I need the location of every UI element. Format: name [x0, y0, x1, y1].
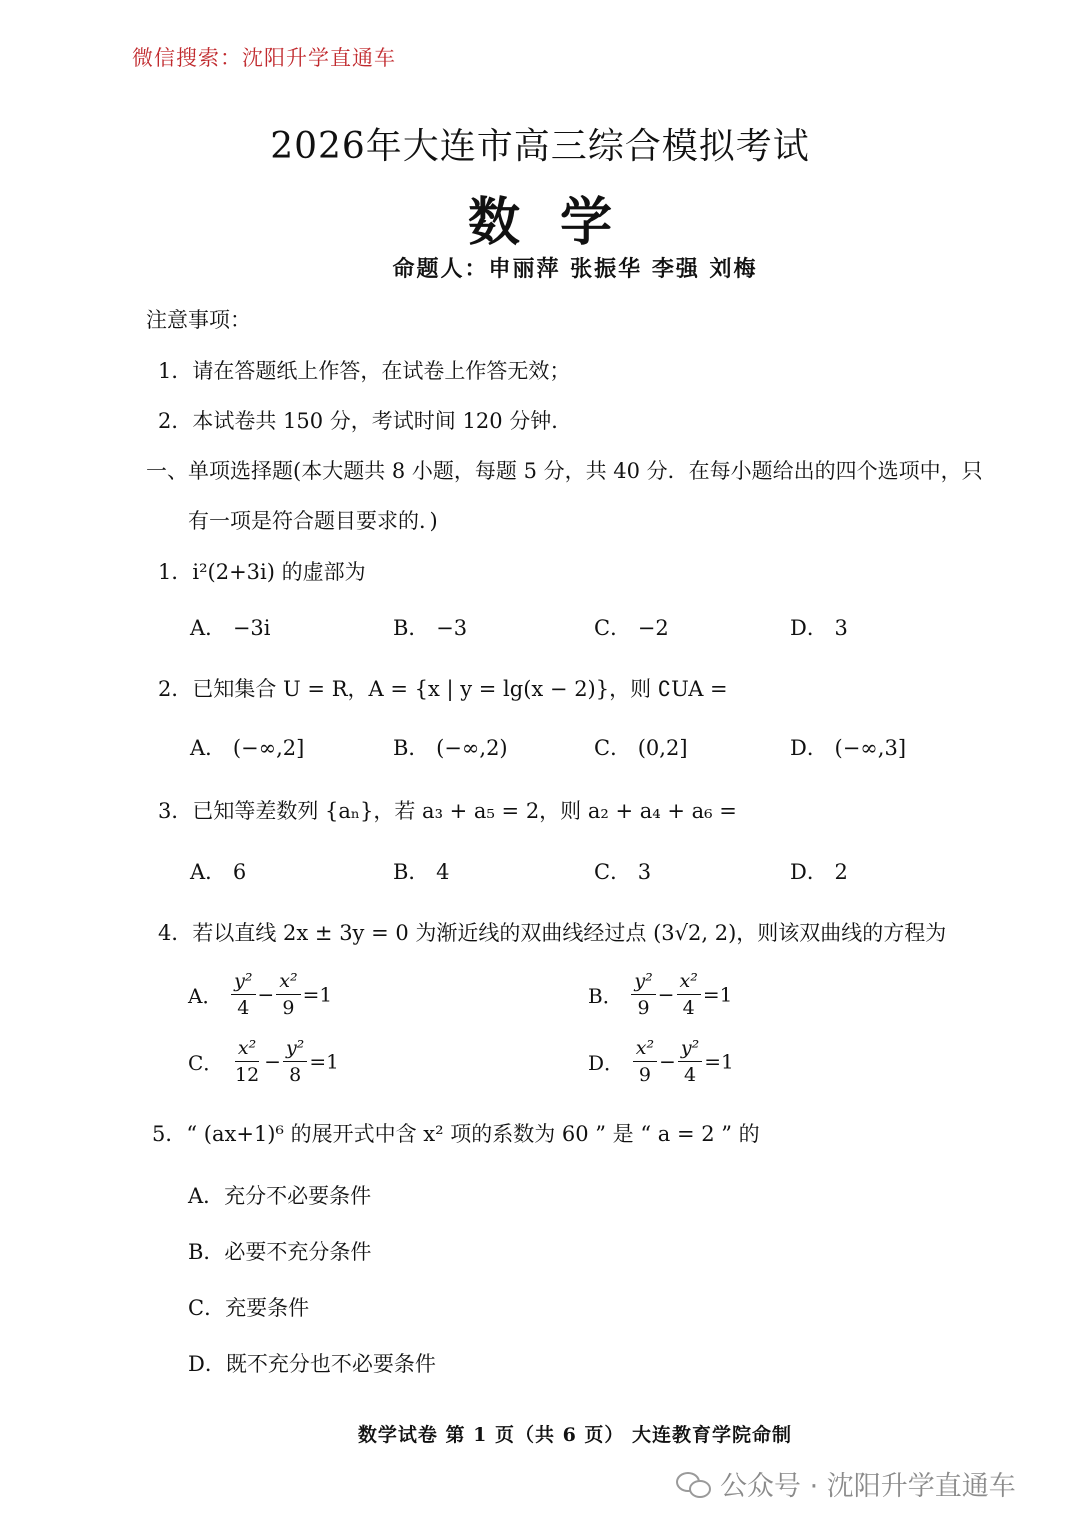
section-heading-cont: 有一项是符合题目要求的．) — [188, 509, 438, 533]
option-d: D． 2 — [790, 860, 848, 884]
option-b: B．必要不充分条件 — [188, 1240, 372, 1264]
question-number: 4． — [158, 921, 193, 945]
option-label: D． — [588, 1051, 625, 1075]
option-a: A． 6 — [190, 860, 247, 884]
authors: 命题人：申丽萍 张振华 李强 刘梅 — [392, 256, 758, 282]
option-a: A． −3i — [190, 616, 271, 640]
fraction: $\frac{\text{x²}}{4}$ — [677, 968, 701, 1021]
fraction: $\frac{\text{y²}}{4}$ — [678, 1035, 702, 1088]
question-stem: 已知集合 U = R，A = {x | y = lg(x − 2)}，则 ∁UA = — [192, 677, 728, 701]
fraction: $\frac{\text{y²}}{9}$ — [631, 968, 655, 1021]
question-1 — [158, 556, 366, 586]
option-b: B． $\frac{\text{y²}}{9}$ − $\frac{\text{x²}}{4}$ =1 — [588, 970, 733, 1019]
option-d: D． 3 — [790, 616, 848, 640]
notice-item: 2．本试卷共 150 分，考试时间 120 分钟． — [158, 409, 573, 433]
option-d: D．既不充分也不必要条件 — [188, 1352, 436, 1376]
page-footer: 数学试卷 第 1 页（共 6 页） 大连教育学院命制 — [357, 1424, 793, 1446]
section-heading: 一、单项选择题(本大题共 8 小题，每题 5 分，共 40 分．在每小题给出的四个选项中，只 — [146, 459, 983, 483]
question-number: 5． — [152, 1122, 187, 1146]
option-c: C．充要条件 — [188, 1296, 310, 1320]
option-b: B． −3 — [393, 616, 468, 640]
option-c: C． 3 — [594, 860, 652, 884]
option-d: D． (−∞,3] — [790, 736, 907, 760]
fraction: $\frac{\text{y²}}{8}$ — [283, 1035, 307, 1088]
question-number: 3． — [158, 799, 193, 823]
question-2 — [158, 673, 728, 703]
option-b: B． 4 — [393, 860, 450, 884]
option-b: B． (−∞,2) — [393, 736, 508, 760]
option-label: B． — [588, 984, 623, 1008]
fraction: $\frac{\text{y²}}{4}$ — [231, 968, 255, 1021]
wechat-watermark — [676, 1464, 1016, 1503]
wechat-label: 公众号 · 沈阳升学直通车 — [720, 1471, 1016, 1502]
notice-title: 注意事项： — [146, 308, 251, 332]
notice-item: 1．请在答题纸上作答，在试卷上作答无效； — [158, 359, 571, 383]
question-stem: 若以直线 2x ± 3y = 0 为渐近线的双曲线经过点 (3√2, 2)，则该双曲线的方程为 — [192, 921, 947, 945]
option-a: A． (−∞,2] — [190, 736, 305, 760]
option-a: A． $\frac{\text{y²}}{4}$ − $\frac{\text{x²}}{9}$ =1 — [188, 970, 333, 1019]
subject-title: 数学 — [467, 192, 652, 253]
fraction: $\frac{\text{x²}}{12}$ — [235, 1037, 260, 1086]
question-3 — [158, 795, 737, 825]
option-c: C． −2 — [594, 616, 669, 640]
exam-title: 2026年大连市高三综合模拟考试 — [270, 126, 810, 167]
question-number: 2． — [158, 677, 193, 701]
option-c: C． (0,2] — [594, 736, 688, 760]
question-stem: i²(2+3i) 的虚部为 — [192, 560, 366, 584]
watermark-top: 微信搜索：沈阳升学直通车 — [132, 46, 396, 70]
option-label: C． — [188, 1051, 224, 1075]
option-d: D． $\frac{\text{x²}}{9}$ − $\frac{\text{y²}}{4}$ =1 — [588, 1037, 734, 1086]
option-c: C． $\frac{\text{x²}}{12}$ − $\frac{\text{y²}}{8}$ =1 — [188, 1037, 339, 1086]
question-stem: 已知等差数列 {aₙ}，若 a₃ + a₅ = 2，则 a₂ + a₄ + a₆ = — [192, 799, 737, 823]
question-5 — [152, 1118, 760, 1148]
question-stem: “ (ax+1)⁶ 的展开式中含 x² 项的系数为 60 ” 是 “ a = 2 ” 的 — [186, 1122, 760, 1146]
wechat-icon — [676, 1470, 710, 1498]
question-number: 1． — [158, 560, 193, 584]
fraction: $\frac{\text{x²}}{9}$ — [276, 968, 300, 1021]
option-a: A．充分不必要条件 — [188, 1184, 372, 1208]
fraction: $\frac{\text{x²}}{9}$ — [633, 1035, 657, 1088]
option-label: A． — [188, 984, 223, 1008]
question-4 — [158, 917, 946, 947]
